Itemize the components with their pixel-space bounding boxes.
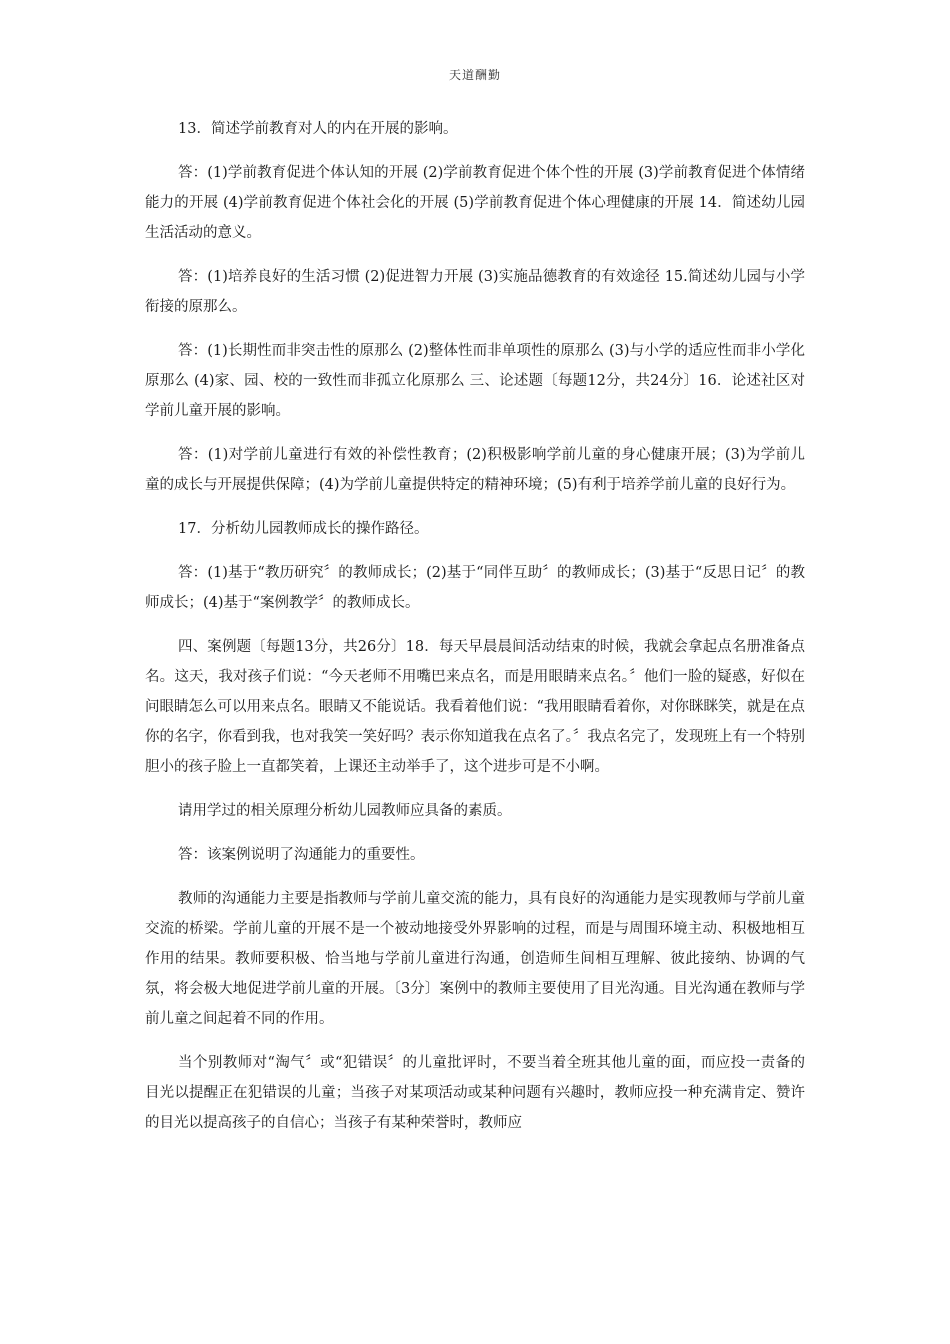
answer-17: 答：(1)基于“教历研究〞的教师成长；(2)基于“同伴互助〞的教师成长；(3)基于“反思日记〞的教师成长；(4)基于“案例教学〞的教师成长。 — [145, 565, 805, 611]
answer-15: 答：(1)长期性而非突击性的原那么 (2)整体性而非单项性的原那么 (3)与小学的适应性而非小学化原那么 (4)家、园、校的一致性而非孤立化原那么 三、论述题〔每题12分，共24分〕16．论述社区对学前儿童开展的影响。 — [145, 343, 805, 419]
document-body — [145, 114, 805, 1152]
answer-14: 答：(1)培养良好的生活习惯 (2)促进智力开展 (3)实施品德教育的有效途径 15.简述幼儿园与小学衔接的原那么。 — [145, 269, 805, 315]
answer-18-continued: 当个别教师对“淘气〞或“犯错误〞的儿童批评时，不要当着全班其他儿童的面，而应投一责备的 目光以提醒正在犯错误的儿童；当孩子对某项活动或某种问题有兴趣时，教师应投一种充满肯定、赞许的目光以提高孩子的自信心；当孩子有某种荣誉时，教师应 — [145, 1055, 805, 1131]
case-question-18: 四、案例题〔每题13分，共26分〕18．每天早晨晨间活动结束的时候，我就会拿起点名册准备点名。这天，我对孩子们说：“今天老师不用嘴巴来点名，而是用眼睛来点名。〞他们一脸的疑惑，好似在问眼睛怎么可以用来点名。眼睛又不能说话。我看着他们说：“我用眼睛看着你，对你眯眯笑，就是在点你的名字，你看到我，也对我笑一笑好吗？表示你知道我在点名了。〞我点名完了，发现班上有一个特别胆小的孩子脸上一直都笑着，上课还主动举手了，这个进步可是不小啊。 — [145, 639, 805, 775]
case-prompt: 请用学过的相关原理分析幼儿园教师应具备的素质。 — [178, 803, 512, 819]
answer-18-intro: 答：该案例说明了沟通能力的重要性。 — [178, 847, 425, 863]
answer-18-body: 教师的沟通能力主要是指教师与学前儿童交流的能力，具有良好的沟通能力是实现教师与学前儿童交流的桥梁。学前儿童的开展不是一个被动地接受外界影响的过程，而是与周围环境主动、积极地相互作用的结果。教师要积极、恰当地与学前儿童进行沟通，创造师生间相互理解、彼此接纳、协调的气氛，将会极大地促进学前儿童的开展。〔3分〕案例中的教师主要使用了目光沟通。目光沟通在教师与学前儿童之间起着不同的作用。 — [145, 891, 805, 1027]
page-header: 天道酬勤 — [448, 68, 501, 82]
question-13: 13．简述学前教育对人的内在开展的影响。 — [178, 121, 458, 137]
answer-16: 答：(1)对学前儿童进行有效的补偿性教育；(2)积极影响学前儿童的身心健康开展；(3)为学前儿童的成长与开展提供保障；(4)为学前儿童提供特定的精神环境；(5)有利于培养学前儿童的良好行为。 — [145, 447, 805, 493]
answer-13: 答：(1)学前教育促进个体认知的开展 (2)学前教育促进个体个性的开展 (3)学前教育促进个体情绪能力的开展 (4)学前教育促进个体社会化的开展 (5)学前教育促进个体心理健康的开展 14．简述幼儿园生活活动的意义。 — [145, 165, 805, 241]
question-17: 17．分析幼儿园教师成长的操作路径。 — [178, 521, 429, 537]
